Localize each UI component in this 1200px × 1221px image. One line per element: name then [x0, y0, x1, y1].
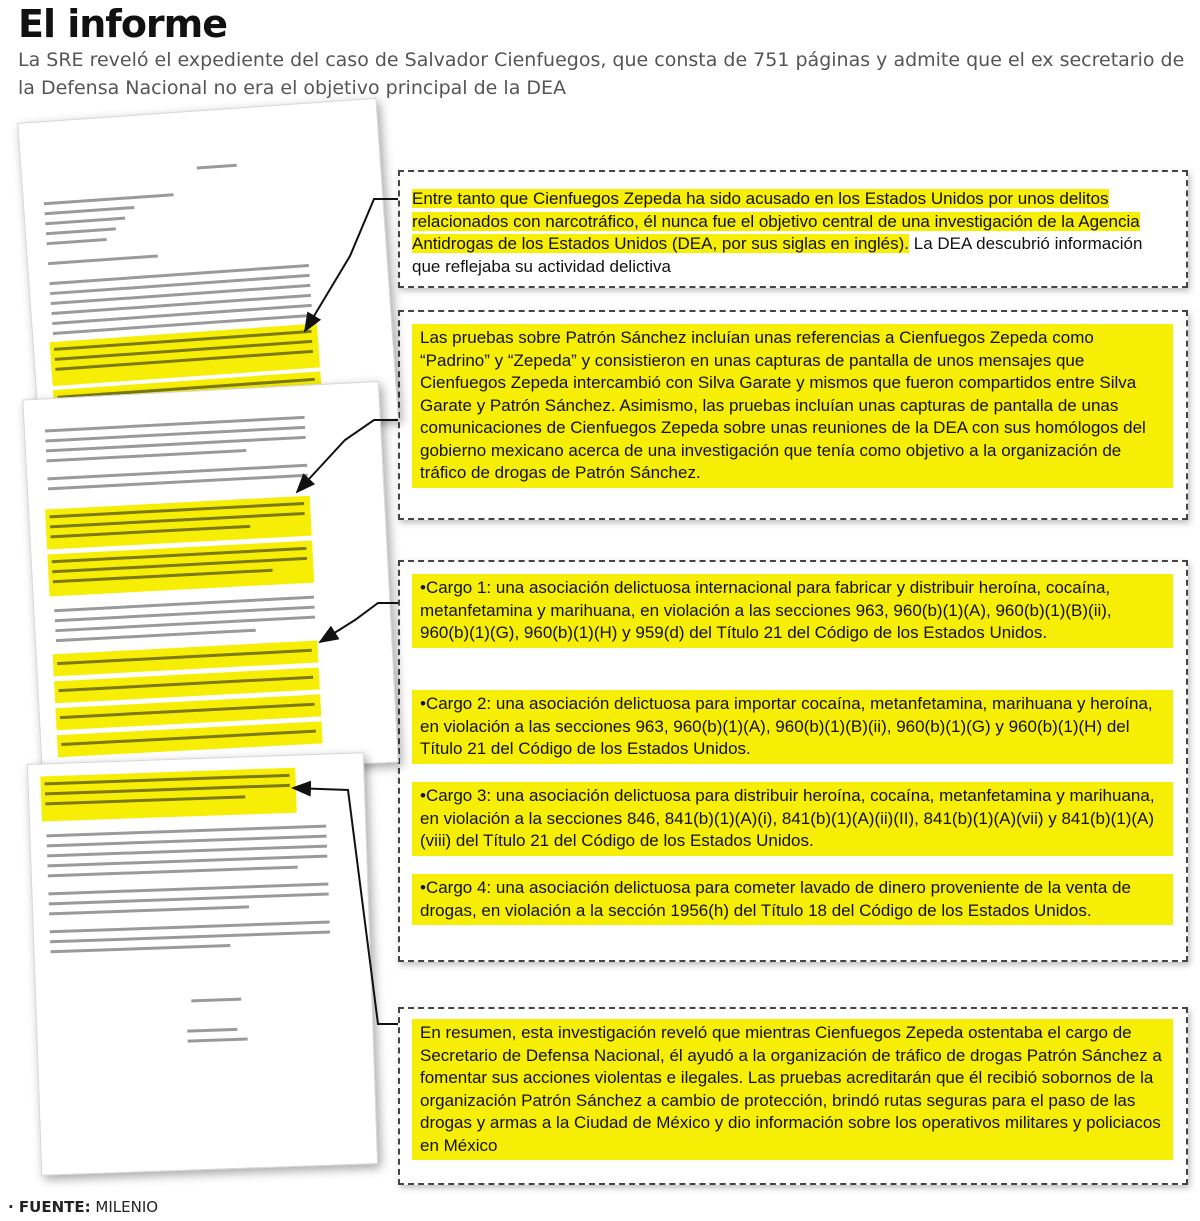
cargo-4-text: •Cargo 4: una asociación delictuosa para cometer lavado de dinero proveniente de la venta de drogas, en violación a la sección 1956(h) del Título 18 del Código de los Estados Unidos. — [412, 874, 1173, 925]
cargo-2-text: •Cargo 2: una asociación delictuosa para importar cocaína, metanfetamina, marihuana y heroína, en violación a las secciones 963, 960(b)(1)(A), 960(b)(1)(B)(ii), 960(b)(1)(G) y 960(b)(1)(H) del Título 21 del Código de los Estados Unidos. — [412, 690, 1173, 764]
source-value: MILENIO — [95, 1198, 159, 1216]
callout-1-highlight: Entre tanto que Cienfuegos Zepeda ha sido acusado en los Estados Unidos por unos delitos relacionados con narcotráfico, él nunca fue el objetivo central de una investigación de la Agencia Antidrogas de los Estados Unidos (DEA, por sus siglas en inglés). — [412, 189, 1140, 253]
source-label: · FUENTE: — [8, 1198, 91, 1216]
arrow-1 — [305, 199, 398, 331]
callout-4-text: En resumen, esta investigación reveló que mientras Cienfuegos Zepeda ostentaba el cargo de Secretario de Defensa Nacional, él ayudó a la organización de tráfico de drogas Patrón Sánchez a fomentar sus acciones violentas e ilegales. Las pruebas acreditarán que él recibió sobornos de la organización Patrón Sánchez a cambio de protección, brindó rutas seguras para el paso de las drogas y armas a la Ciudad de México y dio información sobre los operativos militares y policiacos en México — [412, 1019, 1173, 1160]
callout-2-text: Las pruebas sobre Patrón Sánchez incluían unas referencias a Cienfuegos Zepeda como “Padrino” y “Zepeda” y consistieron en unas capturas de pantalla de unos mensajes que Cienfuegos Zepeda intercambió con Silva Garate y mismos que fueron compartidos entre Silva Garate y Patrón Sánchez. Asimismo, las pruebas incluían unas capturas de pantalla de unas comunicaciones de Cienfuegos Zepeda sobre unas reuniones de la DEA con sus homólogos del gobierno mexicano acerca de una investigación que tenía como objetivo a la organización de tráfico de drogas de Patrón Sánchez. — [412, 324, 1173, 488]
cargo-1-text: •Cargo 1: una asociación delictuosa internacional para fabricar y distribuir heroína, cocaína, metanfetamina y marihuana, en violación a las secciones 963, 960(b)(1)(A), 960(b)(1)(B)(ii), 960(b)(1)(G), 960(b)(1)(H) y 959(d) del Título 21 del Código de los Estados Unidos. — [412, 574, 1173, 648]
infographic-subtitle: La SRE reveló el expediente del caso de Salvador Cienfuegos, que consta de 751 páginas y admite que el ex secretario de la Defensa Nacional no era el objetivo principal de la DEA — [18, 49, 1185, 99]
infographic-title: El informe — [18, 2, 228, 46]
cargo-3-text: •Cargo 3: una asociación delictuosa para distribuir heroína, cocaína, metanfetamina y marihuana, en violación a la secciones 846, 841(b)(1)(A)(i), 841(b)(1)(A)(ii)(II), 841(b)(1)(A)(vii) y 841(b)(1)(A)(viii) del Título 21 del Código de los Estados Unidos. — [412, 782, 1173, 856]
arrow-2 — [297, 420, 398, 492]
arrow-3 — [320, 603, 398, 642]
callout-1-plain: La DEA descubrió información que reflejaba su actividad delictiva — [412, 234, 1143, 276]
arrow-4 — [293, 788, 398, 1024]
